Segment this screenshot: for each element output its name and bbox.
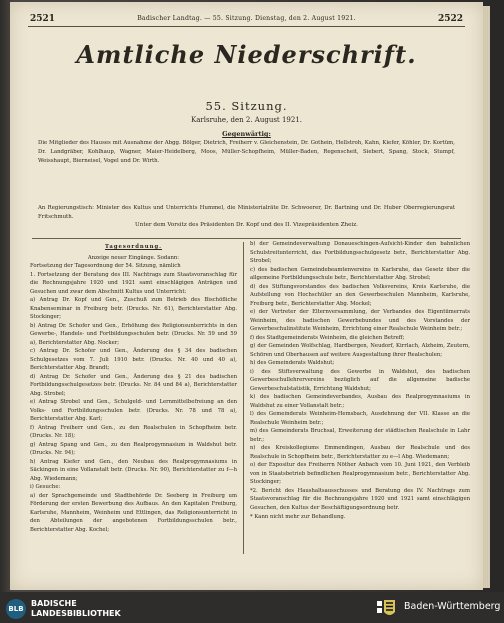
footnote: * Kann nicht mehr zur Behandlung. [250, 514, 346, 520]
document-title: Amtliche Niederschrift. [76, 40, 417, 69]
agenda-item: b) Antrag Dr. Schofer und Gen., Erhöhung des Religionsunterrichts in den Gewerbe-, Handels- und Fortbildungsschulen betr. (Drucks. Nr. 59 und 59 a), Berichterstatter Abg. Nocker; [30, 322, 237, 346]
page-edges [483, 6, 490, 588]
document-page [10, 2, 483, 590]
agenda-item: c) des badischen Gemeindebeamtenvereins in Karlsruhe, das Gesetz über die allgemeine Fortbildungsschule betr., Berichterstatter Abg. Strobel; [250, 266, 470, 281]
agenda-item: m) des Gemeinderats Bruchsal, Erweiterung der städtischen Realschule in Lahr betr.; [250, 428, 470, 443]
agenda-item: k) des badischen Gemeindeverbandes, Ausbau des Realprogymnasiums in Waldshut zu einer Vollanstalt betr.; [250, 394, 470, 409]
agenda-item: b) der Gemeindeverwaltung Donaueschingen-Aufsicht-Kinder den bahnlichen Schulstreitunterricht, das Fortbildungsschulgesetz betr., Berichterstatter Abg. Strobel; [250, 241, 470, 264]
bw-name[interactable]: Baden-Württemberg [404, 601, 501, 612]
page-number-left: 2521 [30, 14, 56, 24]
agenda-item: l) des Gemeinderats Weinheim-Hemsbach, Ausdehnung der VII. Klasse an die Realschule Weinheim betr.; [250, 411, 470, 426]
agenda-item: n) des Kreiskollegiums Emmendingen, Ausbau der Realschule und des Realschule in Schopfheim betr., Berichterstatter zu e—l Abg. Wiedemann; [250, 445, 470, 460]
scan-background [490, 0, 504, 592]
blb-name[interactable] [31, 599, 121, 619]
agenda-subline: Anzeige neuer Eingänge. Sodann: [87, 254, 180, 261]
agenda-intro: Fortsetzung der Tagesordnung der 54. Sitzung, nämlich [30, 263, 181, 269]
government-bench: An Regierungstisch: Minister des Kultus und Unterrichts Hummel, die Ministerialräte Dr. Schwoerer, Dr. Bartning und Dr. Huber Oberregierungsrat Fritschmuth. [38, 205, 455, 220]
agenda-column-left [30, 243, 237, 534]
agenda-item: h) Antrag Kiefer und Gen., den Neubau des Realprogymnasiums in Säckingen in eine Vollanstalt betr. (Drucks. Nr. 90), Berichterstatter zu f—h Abg. Wiedemann; [30, 458, 237, 482]
place-date: Karlsruhe, den 2. August 1921. [190, 116, 303, 124]
agenda-item: i) Gesuche: [30, 484, 61, 490]
agenda-item: i) des Stiftsverwaltung des Gewerbe in Waldshut, des badischen Gewerbeschullehrervereins bezüglich auf die allgemeine badische Gewerbeschulstatistik, Errichtung Waldshut; [250, 368, 470, 392]
agenda-item: d) des Stiftungsvorstandes des badischen Volksvereins, Kreis Karlsruhe, die Aufstellung von Hochschüler an den Gewerbeschulen Mannheim, Karlsruhe, Freiburg betr., Berichterstatter Abg. Mockel; [250, 283, 470, 307]
agenda-item: o) der Expositur des Freiherrn Nöther Anbach vom 10. Juni 1921, den Verbleib von in Staatsbetrieb befindlichen Realprogymnasium betr., Berichterstatter Abg. Stockinger; [250, 462, 470, 485]
agenda-item: e) Antrag Strobel und Gen., Schulgeld- und Lernmittelbefreiung an den Volks- und Fortbildungsschulen betr. (Drucks. Nr. 78 und 78 a), Berichterstatter Abg. Karl; [30, 399, 237, 422]
agenda-item: *2. Bericht des Haushaltsausschusses und Beratung des IV. Nachtrags zum Staatsvoranschlag für die Rechnungsjahre 1920 und 1921 samt einschlägigen Gesuchen, den Kultus der Beschäftigungsordnung betr. [250, 487, 470, 511]
agenda-item: h) des Gemeinderats Waldshut; [250, 360, 335, 366]
agenda-item: 1. Fortsetzung der Beratung des III. Nachtrags zum Staatsvoranschlag für die Rechnungsjahre 1920 und 1921 samt einschlägigen Anträgen und Gesuchen und zwar dem Abschnitt Kultus und Unterricht: [30, 271, 237, 295]
running-head: Badischer Landtag. — 55. Sitzung. Dienstag, den 2. August 1921. [137, 15, 356, 22]
section-rule [32, 238, 461, 239]
agenda-item: c) Antrag Dr. Schofer und Gen., Änderung des § 34 des badischen Schulgesetzes vom 7. Juli 1910 betr. (Drucks. Nr. 40 und 40 a), Berichterstatter Abg. Brandt; [30, 348, 237, 371]
blb-logo[interactable]: BLB [6, 599, 26, 619]
agenda-column-right [250, 240, 470, 522]
agenda-item: g) der Gemeinden Wolfschlag, Hardbergen, Neudorf, Kirrlach, Alzheim, Zeutern, Schören und Oberhausen auf weitere Ausgestaltung ihrer Realschulen; [250, 343, 470, 358]
agenda-heading: Tagesordnung. [104, 244, 163, 250]
agenda-item: a) der Sprachgemeinde und Stadtbehörde Dr. Seeberg in Freiburg um Förderung der ersten Bewerbung des Aufbaus. An den Kapitalen Freiburg, Karlsruhe, Mannheim, Weinheim und Ettlingen, das Religionsunterricht in den Abteilungen der angebotenen Fortbildungsschulen betr., Berichterstatter Abg. Kochel; [30, 492, 237, 533]
agenda-item: f) Antrag Freiherr und Gen., zu den Realschulen in Schopfheim betr. (Drucks. Nr. 18); [30, 424, 237, 439]
agenda-item: e) der Vertreter der Elternversammlung, der Verbandes des Eigentümerrats Weinheim, des badischen Gewerbebundes und des Vorstandes der Gewerbeschulinstitute Weinheim, Errichtung einer Realschule Weinheim betr.; [250, 309, 470, 332]
session-heading: 55. Sitzung. [205, 99, 288, 113]
page-number-right: 2522 [437, 14, 463, 24]
chair-line: Unter dem Vorsitz des Präsidenten Dr. Kopf und des II. Vizepräsidenten Zheiz. [135, 222, 358, 228]
present-list: Die Mitglieder des Hauses mit Ausnahme der Abgg. Bölger, Dietrich, Freiherr v. Gleichenstein, Dr. Gothein, Hellstroh, Kahn, Kiefer, Köhler, Dr. Kortüm, Dr. Landgräber, Kohlhaup, Wagner, Maier-Heidelberg, Moos, Müller-Schopfheim, Müller-Baden, Regenscheit, Siebert, Spang, Stock, Stumpf, Weisshaupt, Bierneisel, Vogel und Dr. Wirth. [38, 140, 455, 164]
present-heading: Gegenwärtig: [222, 130, 271, 138]
agenda-item: d) Antrag Dr. Schofer und Gen., Änderung des § 21 des badischen Fortbildungsschulgesetzes betr. (Drucks. Nr. 84 und 84 a), Berichterstatter Abg. Strobel; [30, 373, 237, 397]
header-rule [28, 26, 465, 27]
agenda-item: a) Antrag Dr. Kopf und Gen., Zuschuß zum Betrieb des Bischöfliche Knabenseminar in Freiburg betr. (Drucks. Nr. 61), Berichterstatter Abg. Stockinger; [30, 297, 237, 320]
blb-name-line2: LANDESBIBLIOTHEK [31, 609, 121, 618]
blb-name-line1: BADISCHE [31, 599, 77, 608]
bw-coat-of-arms-icon [375, 598, 397, 619]
column-divider [243, 242, 244, 554]
agenda-item: g) Antrag Spang und Gen., zu den Realprogymnasium in Waldshut betr. (Drucks. Nr. 94); [30, 441, 237, 456]
agenda-item: f) des Stadtgemeinderats Weinheim, die gleichen Betreff; [250, 334, 405, 341]
